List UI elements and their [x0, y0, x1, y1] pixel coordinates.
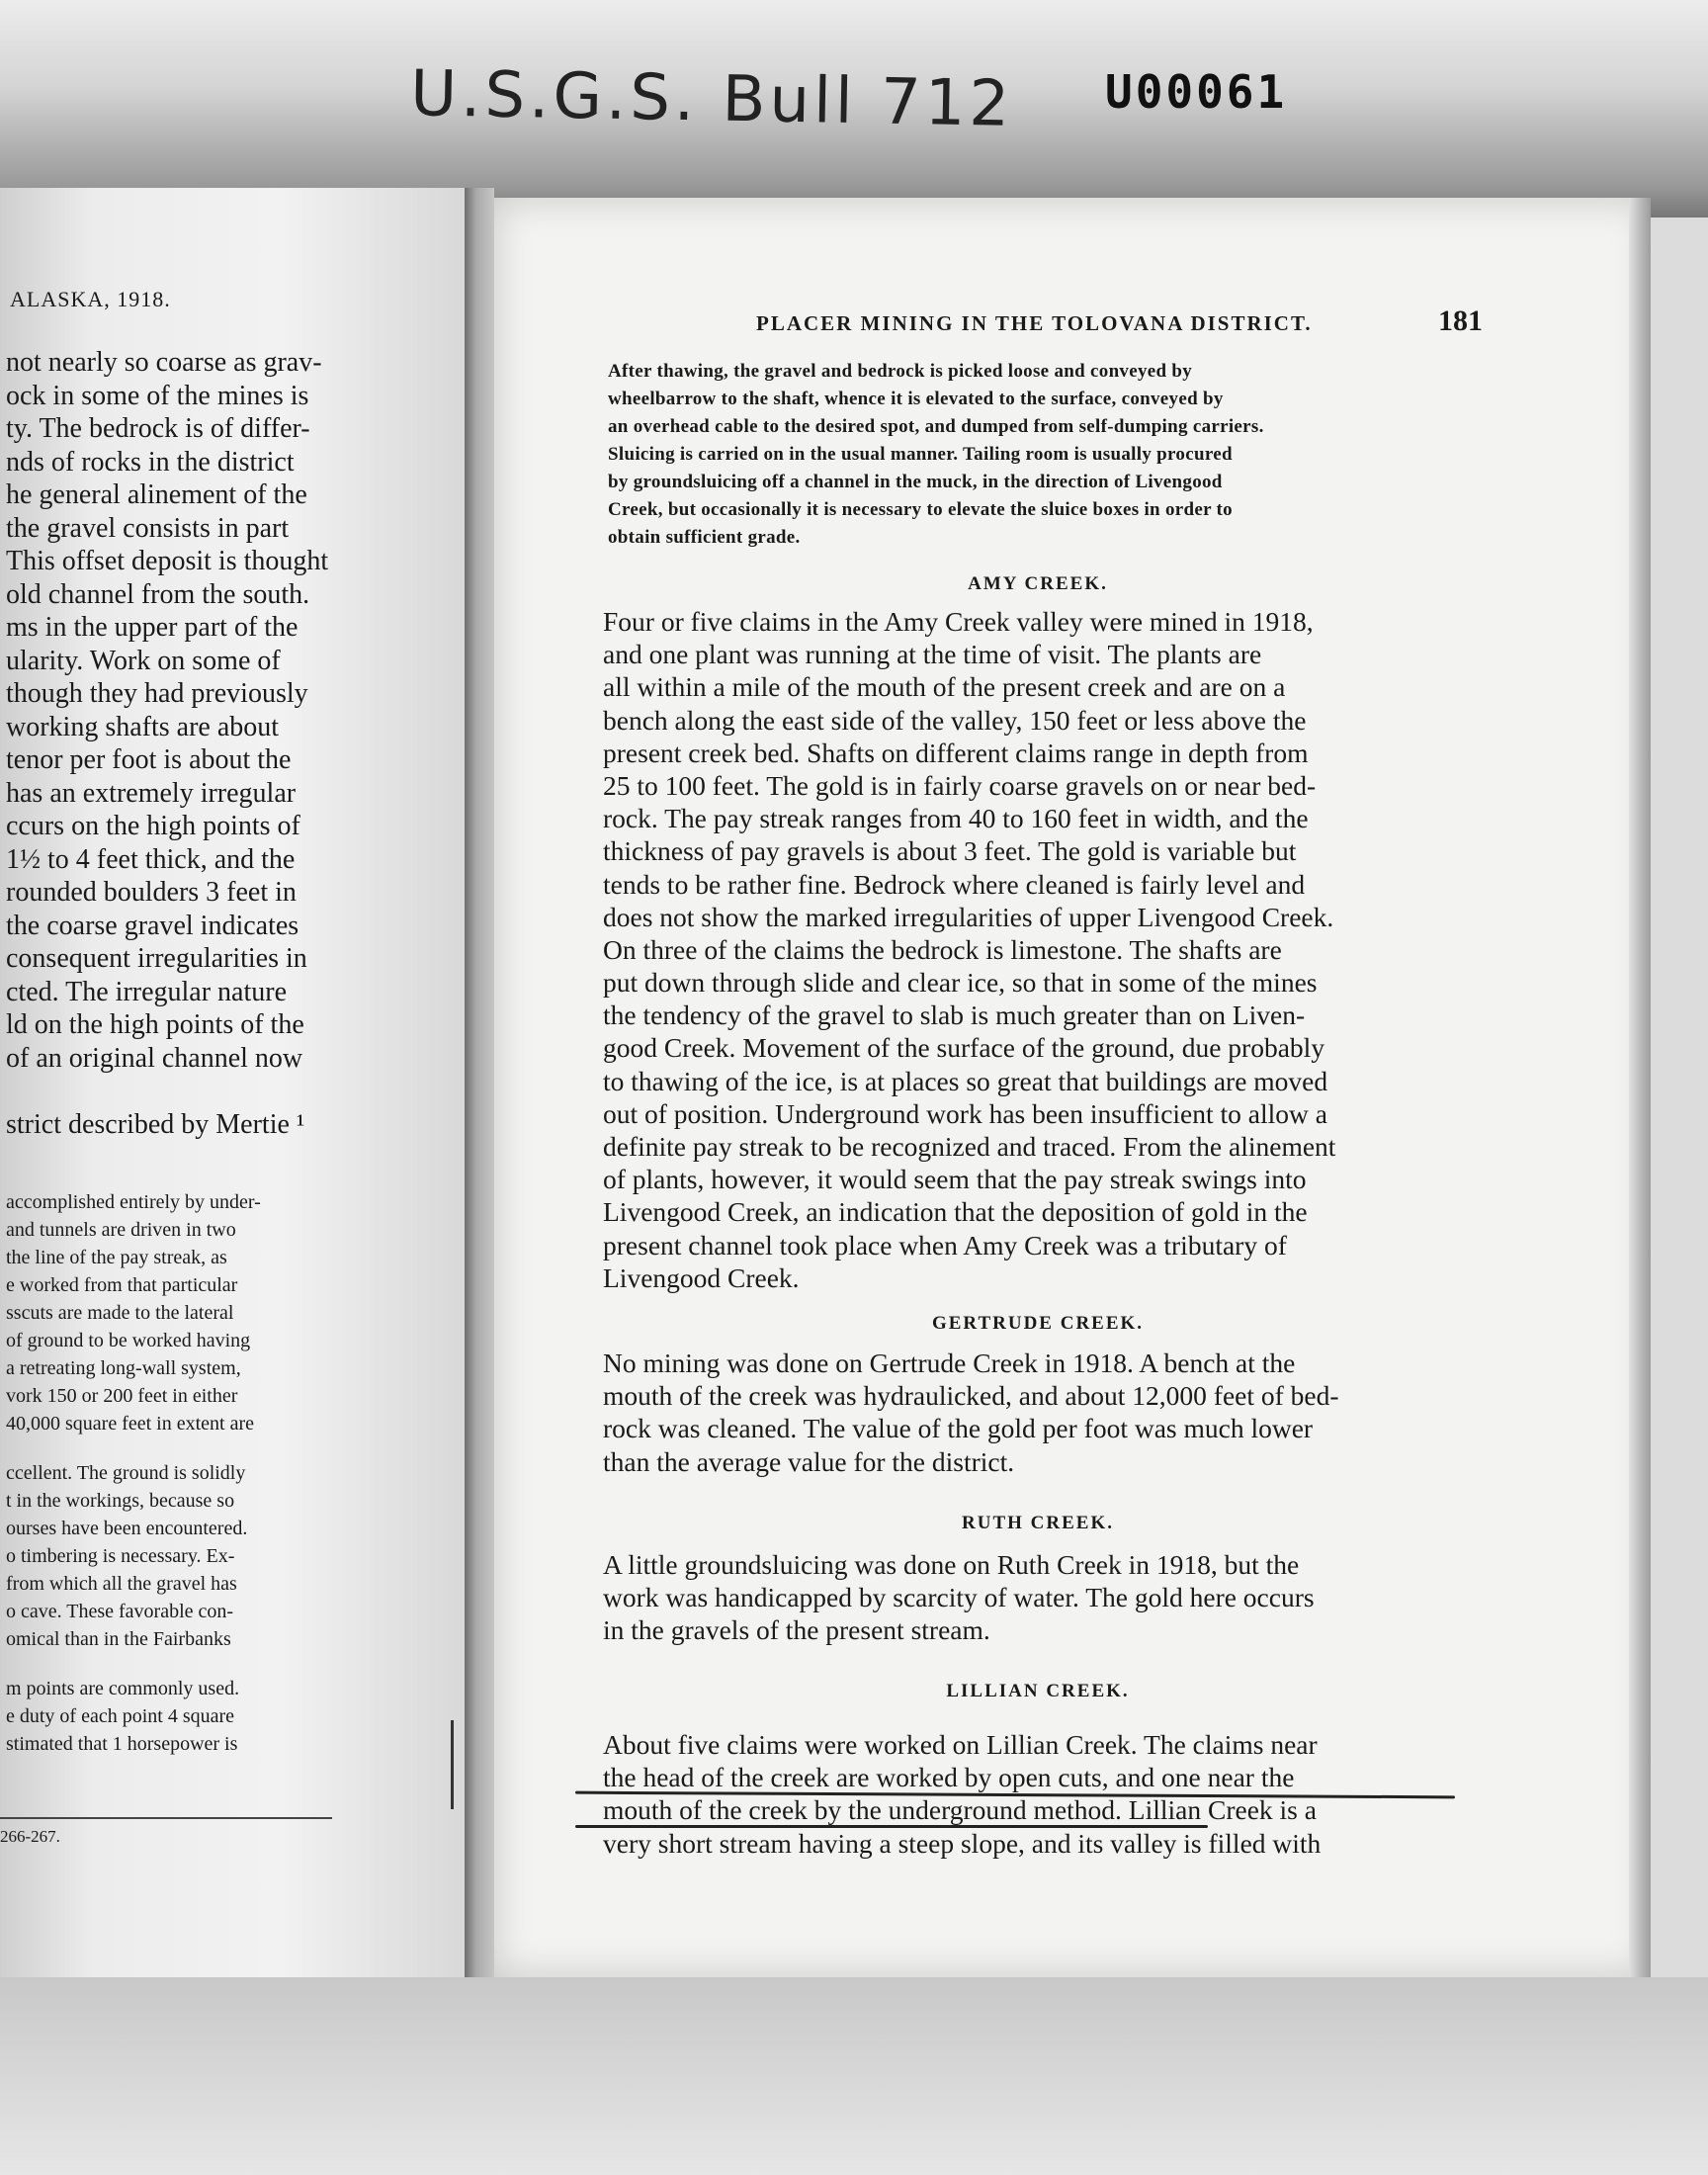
text-line: o cave. These favorable con-: [6, 1601, 234, 1622]
text-line: the coarse gravel indicates: [6, 910, 299, 941]
section-paragraph-ruth-creek: [603, 1548, 1542, 1647]
text-line: ccurs on the high points of: [6, 811, 300, 841]
text-line: of plants, however, it would seem that the pay streak swings into: [603, 1164, 1307, 1195]
text-line: thickness of pay gravels is about 3 feet. The gold is variable but: [603, 835, 1297, 867]
text-line: a retreating long-wall system,: [6, 1357, 241, 1379]
text-line: wheelbarrow to the shaft, whence it is elevated to the surface, conveyed by: [608, 389, 1224, 409]
text-line: tends to be rather fine. Bedrock where cleaned is fairly level and: [603, 868, 1306, 900]
text-line: stimated that 1 horsepower is: [6, 1733, 238, 1755]
right-page: [494, 198, 1651, 1977]
text-line: o timbering is necessary. Ex-: [6, 1545, 235, 1567]
text-line: of ground to be worked having: [6, 1330, 251, 1351]
text-line: t in the workings, because so: [6, 1490, 235, 1512]
text-line: vork 150 or 200 feet in either: [6, 1385, 238, 1407]
text-line: m points are commonly used.: [6, 1678, 240, 1699]
scan-border-bottom: [0, 1977, 1708, 2175]
text-line: good Creek. Movement of the surface of the ground, due probably: [603, 1032, 1325, 1064]
text-line: A little groundsluicing was done on Ruth Creek in 1918, but the: [603, 1549, 1300, 1580]
text-line: out of position. Underground work has been insufficient to allow a: [603, 1097, 1327, 1129]
text-line: obtain sufficient grade.: [608, 527, 801, 548]
text-line: definite pay streak to be recognized and traced. From the alinement: [603, 1131, 1336, 1162]
text-line: and tunnels are driven in two: [6, 1219, 236, 1241]
text-line: omical than in the Fairbanks: [6, 1628, 231, 1650]
text-line: than the average value for the district.: [603, 1445, 1015, 1477]
text-line: mouth of the creek was hydraulicked, and about 12,000 feet of bed-: [603, 1380, 1339, 1412]
text-line: rock was cleaned. The value of the gold per foot was much lower: [603, 1413, 1314, 1444]
text-line: After thawing, the gravel and bedrock is picked loose and conveyed by: [608, 361, 1193, 382]
left-page-text: [6, 346, 461, 1142]
text-line: Four or five claims in the Amy Creek valley were mined in 1918,: [603, 606, 1314, 637]
handwritten-annotation: U.S.G.S. Bull 712: [409, 57, 1014, 141]
text-line: of an original channel now: [6, 1042, 303, 1074]
text-line: put down through slide and clear ice, so that in some of the mines: [603, 967, 1318, 999]
text-line: the head of the creek are worked by open cuts, and one near the: [603, 1762, 1295, 1793]
pen-underline: [575, 1825, 1208, 1828]
text-line: to thawing of the ice, is at places so great that buildings are moved: [603, 1065, 1328, 1096]
text-line: About five claims were worked on Lillian Creek. The claims near: [603, 1729, 1318, 1760]
text-line: does not show the marked irregularities of upper Livengood Creek.: [603, 901, 1334, 932]
text-line: working shafts are about: [6, 711, 280, 742]
margin-pencil-mark: [451, 1720, 454, 1809]
text-line: 25 to 100 feet. The gold is in fairly coarse gravels on or near bed-: [603, 769, 1317, 801]
text-line: 1½ to 4 feet thick, and the: [6, 843, 296, 875]
text-line: e duty of each point 4 square: [6, 1705, 235, 1727]
text-line: though they had previously: [6, 678, 308, 709]
section-heading-ruth-creek: RUTH CREEK.: [962, 1513, 1114, 1533]
text-line: accomplished entirely by under-: [6, 1191, 261, 1213]
left-footnote: 266-267.: [0, 1817, 332, 1847]
left-running-head: ALASKA, 1918.: [10, 287, 171, 311]
text-line: strict described by Mertie ¹: [6, 1109, 305, 1140]
blank-line: [6, 1653, 461, 1675]
text-line: This offset deposit is thought: [6, 546, 329, 576]
text-line: ourses have been encountered.: [6, 1518, 248, 1539]
blank-line: [6, 1437, 461, 1459]
section-heading-gertrude-creek: GERTRUDE CREEK.: [931, 1313, 1145, 1334]
section-heading-amy-creek: AMY CREEK.: [968, 573, 1108, 594]
text-line: present channel took place when Amy Creek was a tributary of: [603, 1229, 1287, 1261]
text-line: work was handicapped by scarcity of water. The gold here occurs: [603, 1582, 1315, 1613]
text-line: cted. The irregular nature: [6, 976, 288, 1007]
text-line: very short stream having a steep slope, and its valley is filled with: [603, 1827, 1322, 1859]
section-heading-lillian-creek: LILLIAN CREEK.: [946, 1681, 1130, 1701]
left-page: [0, 188, 465, 2175]
text-line: ularity. Work on some of: [6, 645, 281, 676]
text-line: rounded boulders 3 feet in: [6, 877, 297, 908]
text-line: consequent irregularities in: [6, 943, 307, 974]
text-line: has an extremely irregular: [6, 777, 297, 809]
text-line: and one plant was running at the time of visit. The plants are: [603, 639, 1262, 670]
text-line: tenor per foot is about the: [6, 744, 292, 775]
text-line: Creek, but occasionally it is necessary to elevate the sluice boxes in order to: [608, 499, 1233, 520]
page-number: 181: [1438, 304, 1483, 337]
text-line: from which all the gravel has: [6, 1573, 237, 1595]
text-line: ty. The bedrock is of differ-: [6, 413, 310, 444]
running-head: PLACER MINING IN THE TOLOVANA DISTRICT.: [756, 311, 1313, 335]
text-line: On three of the claims the bedrock is limestone. The shafts are: [603, 933, 1282, 965]
text-line: e worked from that particular: [6, 1274, 238, 1296]
text-line: an overhead cable to the desired spot, and dumped from self-dumping carriers.: [608, 416, 1264, 437]
text-line: the tendency of the gravel to slab is much greater than on Liven-: [603, 1000, 1306, 1031]
text-line: ccellent. The ground is solidly: [6, 1462, 246, 1484]
text-line: in the gravels of the present stream.: [603, 1614, 990, 1646]
text-line: ms in the upper part of the: [6, 612, 299, 643]
text-line: 40,000 square feet in extent are: [6, 1413, 255, 1435]
section-paragraph-gertrude-creek: [603, 1347, 1542, 1478]
text-line: ock in some of the mines is: [6, 380, 309, 411]
text-line: all within a mile of the mouth of the present creek and are on a: [603, 671, 1286, 703]
text-line: Sluicing is carried on in the usual manner. Tailing room is usually procured: [608, 444, 1233, 465]
text-line: Livengood Creek.: [603, 1262, 800, 1293]
left-page-small-text: [6, 1188, 461, 1758]
page-gutter: [465, 188, 494, 2175]
text-line: bench along the east side of the valley, 150 feet or less above the: [603, 704, 1307, 736]
text-line: old channel from the south.: [6, 578, 310, 610]
small-type-paragraph: [608, 358, 1547, 552]
page-edge: [1629, 198, 1651, 1977]
text-line: the line of the pay streak, as: [6, 1247, 227, 1268]
text-line: sscuts are made to the lateral: [6, 1302, 234, 1324]
text-line: rock. The pay streak ranges from 40 to 160 feet in width, and the: [603, 803, 1309, 834]
text-line: by groundsluicing off a channel in the muck, in the direction of Livengood: [608, 472, 1223, 492]
text-line: No mining was done on Gertrude Creek in 1918. A bench at the: [603, 1348, 1296, 1378]
section-paragraph-amy-creek: [603, 605, 1542, 1294]
text-line: nds of rocks in the district: [6, 446, 295, 478]
text-line: not nearly so coarse as grav-: [6, 347, 322, 378]
text-line: he general alinement of the: [6, 479, 307, 510]
text-line: mouth of the creek by the underground method. Lillian Creek is a: [603, 1794, 1317, 1826]
text-line: ld on the high points of the: [6, 1009, 304, 1040]
blank-line: [6, 1075, 461, 1108]
stamp-number: U00061: [1105, 65, 1288, 119]
text-line: present creek bed. Shafts on different claims range in depth from: [603, 737, 1309, 768]
text-line: Livengood Creek, an indication that the deposition of gold in the: [603, 1196, 1308, 1228]
text-line: the gravel consists in part: [6, 512, 290, 544]
